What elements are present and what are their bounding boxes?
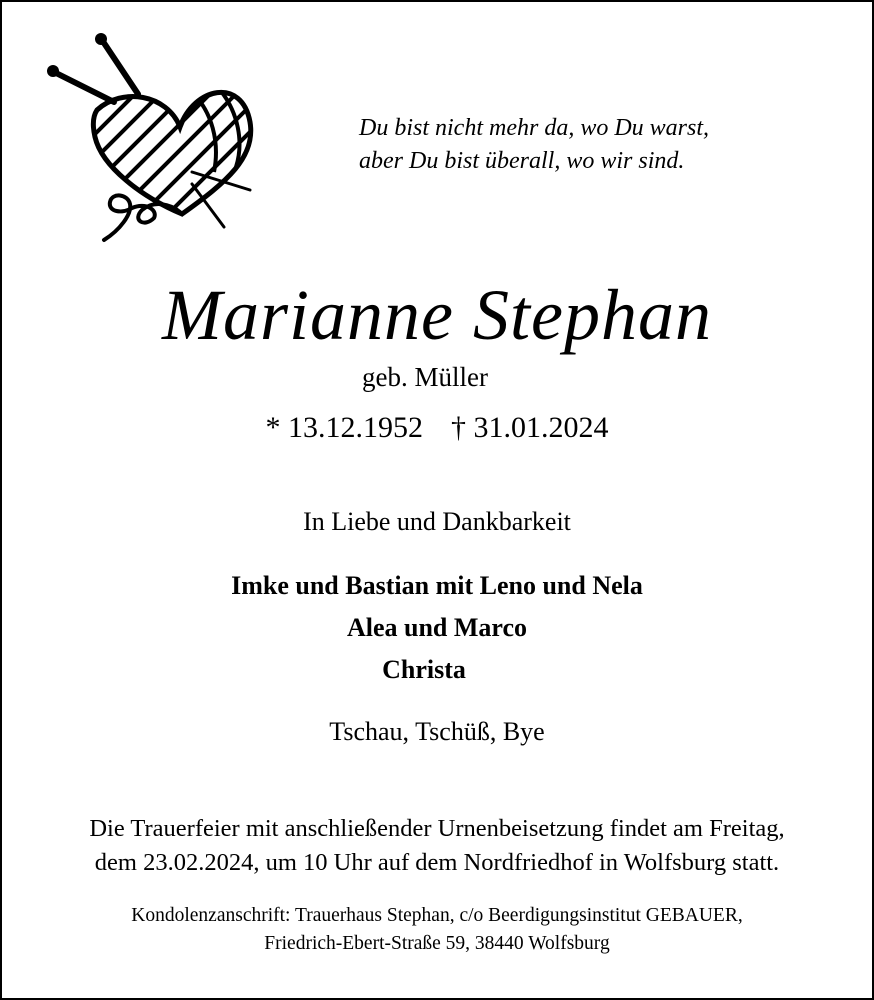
- ceremony-line-1: Die Trauerfeier mit anschließender Urnenbeisetzung findet am Freitag,: [89, 815, 785, 842]
- quote-line-2: aber Du bist überall, wo wir sind.: [359, 148, 685, 174]
- death-date: † 31.01.2024: [451, 411, 609, 444]
- birth-name: geb. Müller: [362, 362, 488, 392]
- mourner-line: Christa: [382, 655, 466, 684]
- love-gratitude-line: In Liebe und Dankbarkeit: [303, 507, 571, 536]
- condolence-line-1: Kondolenzanschrift: Trauerhaus Stephan, c/o Beerdigungsinstitut GEBAUER,: [131, 905, 743, 926]
- memorial-quote: [359, 112, 839, 178]
- mourner-line: Alea und Marco: [346, 613, 528, 642]
- condolence-line-2: Friedrich-Ebert-Straße 59, 38440 Wolfsburg: [264, 933, 610, 954]
- mourners-list: [2, 565, 872, 691]
- condolence-address: [2, 902, 872, 958]
- quote-line-1: Du bist nicht mehr da, wo Du warst,: [359, 115, 710, 141]
- ceremony-line-2: dem 23.02.2024, um 10 Uhr auf dem Nordfriedhof in Wolfsburg statt.: [94, 849, 780, 876]
- mourner-line: Imke und Bastian mit Leno und Nela: [231, 571, 643, 600]
- deceased-name: Marianne Stephan: [162, 275, 712, 355]
- birth-date: * 13.12.1952: [265, 411, 423, 444]
- yarn-heart-knitting-needles-icon: [42, 32, 257, 257]
- ceremony-info: [2, 812, 872, 880]
- life-dates: [2, 408, 872, 448]
- farewell-line: Tschau, Tschüß, Bye: [329, 717, 545, 746]
